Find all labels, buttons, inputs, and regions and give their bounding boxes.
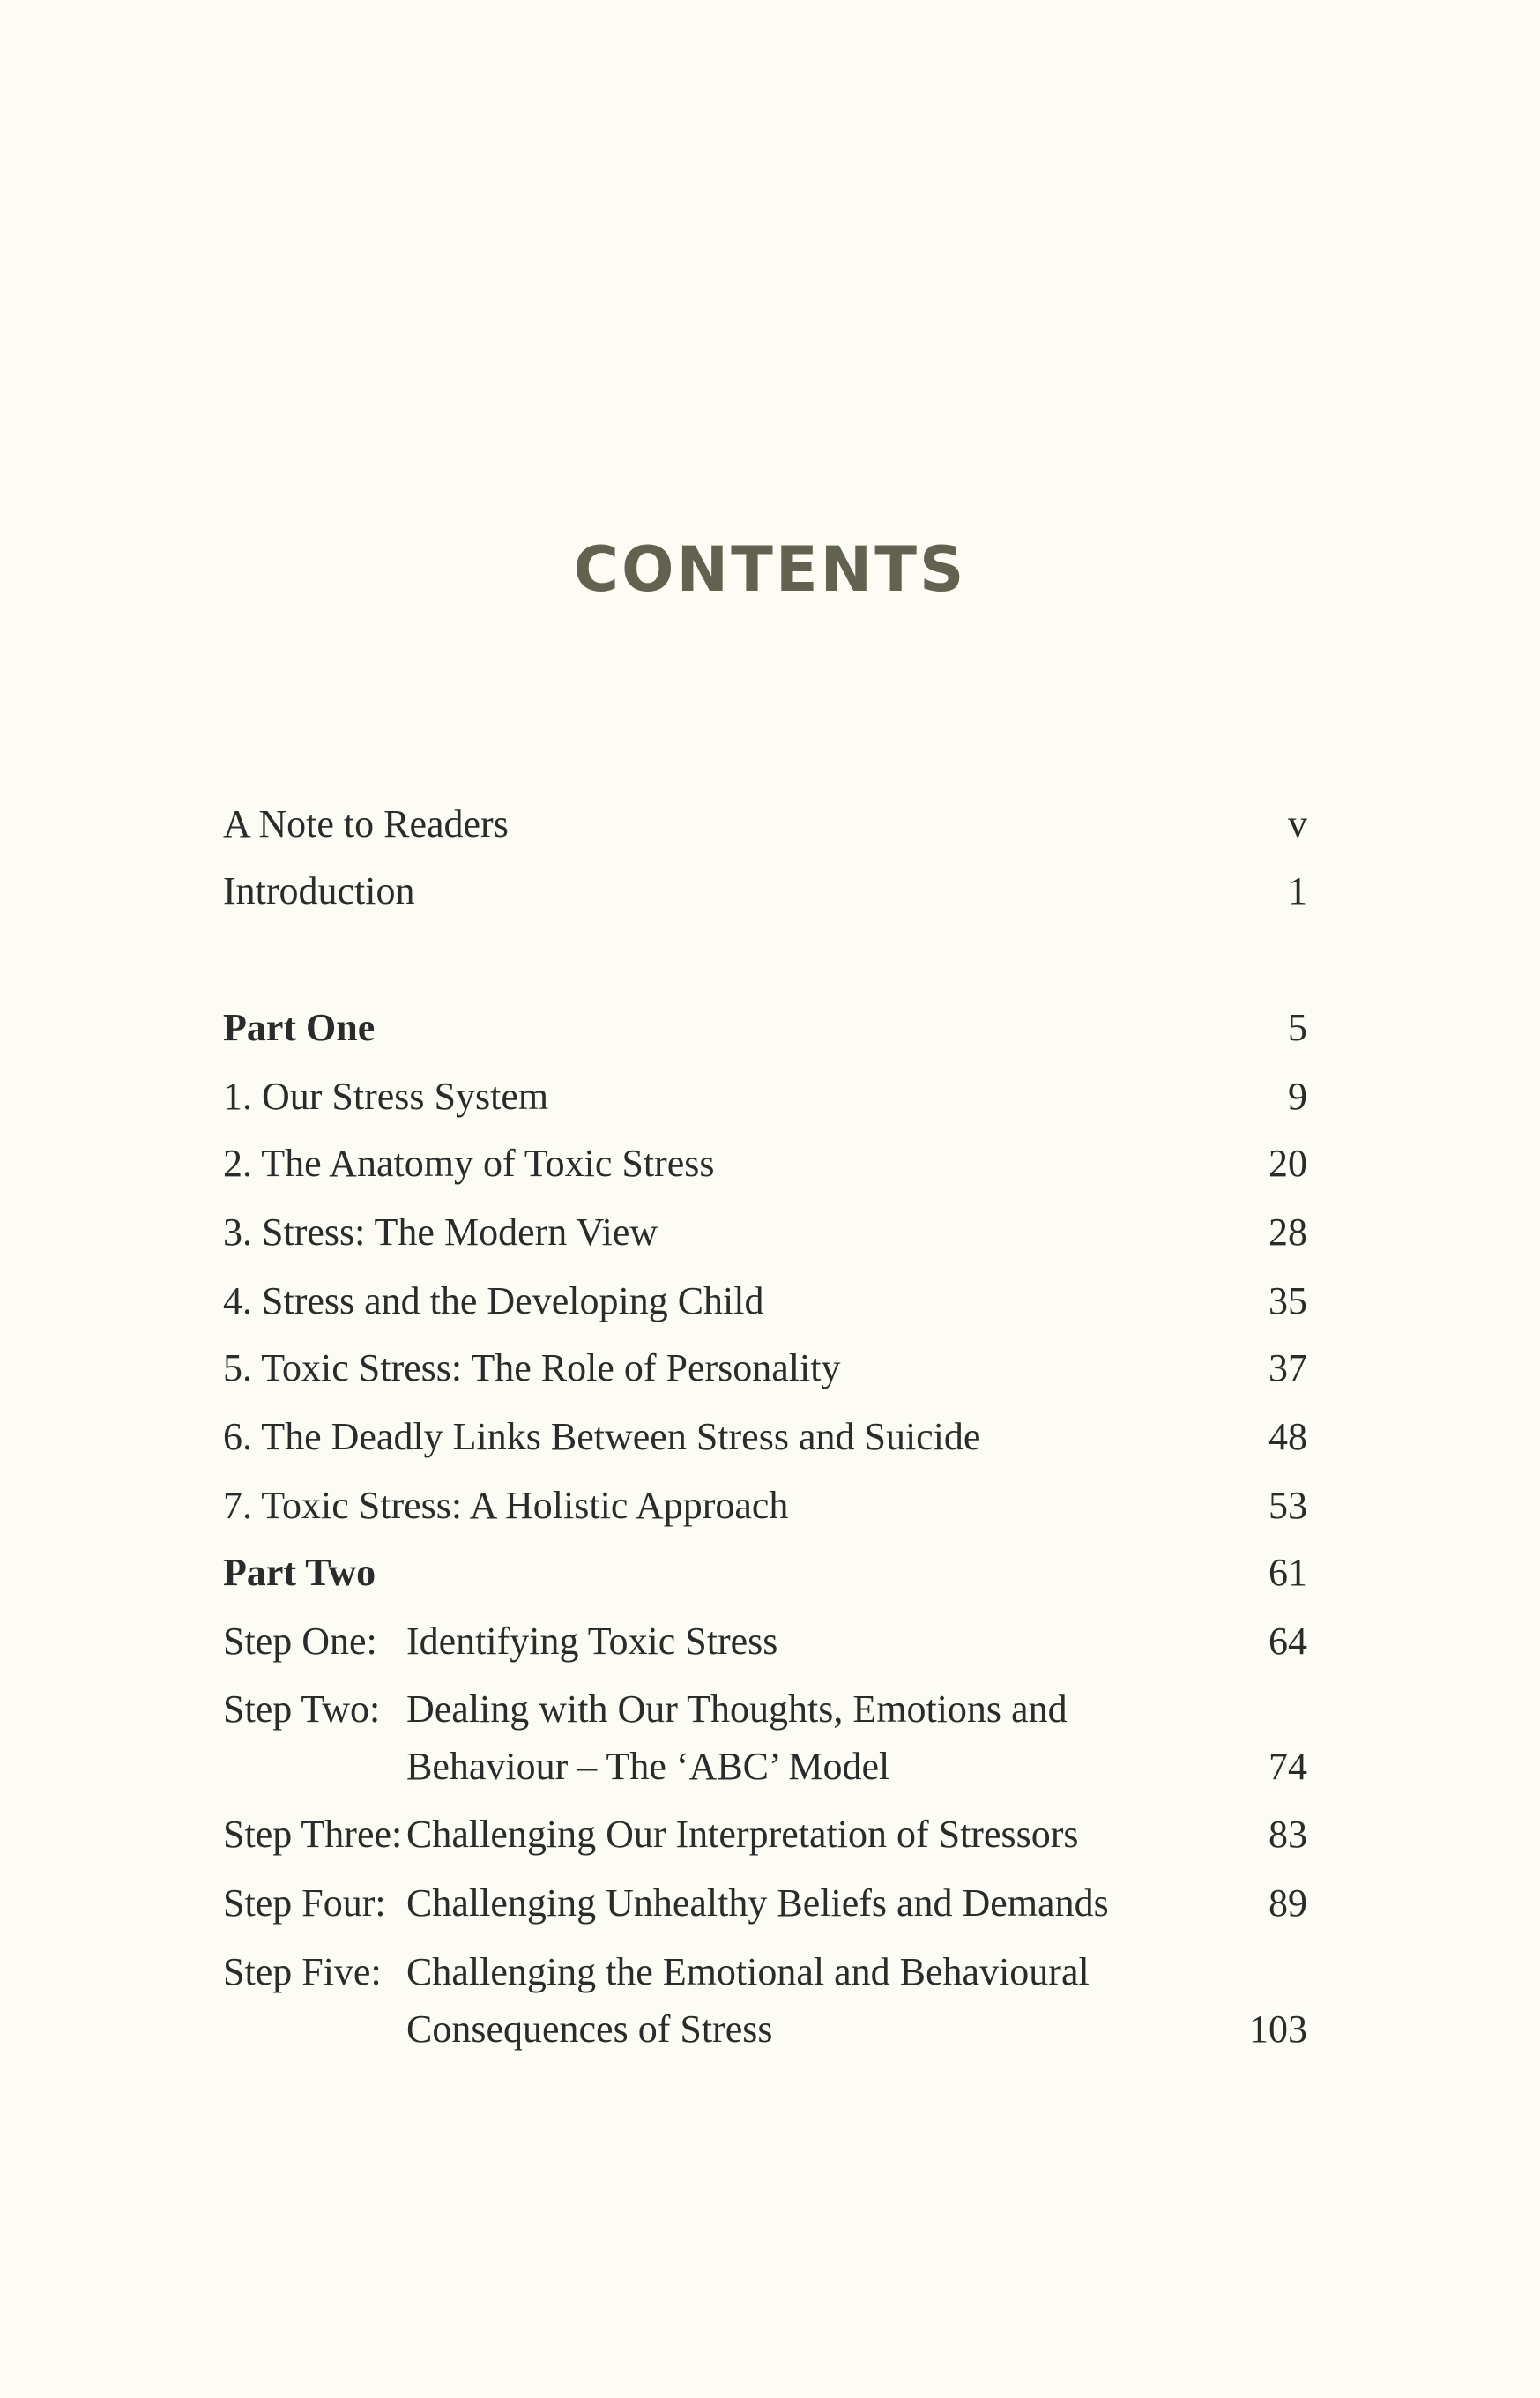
step-title-continued: Behaviour – The ‘ABC’ Model [406,1745,890,1788]
step-title-continued: Consequences of Stress [406,2007,773,2051]
step-label: Step Five: [223,1950,382,1993]
entry-label: A Note to Readers [223,802,509,845]
step-title: Challenging Our Interpretation of Stressors [406,1813,1079,1856]
step-label: Step One: [223,1620,377,1663]
step-title: Identifying Toxic Stress [406,1620,778,1663]
entry-label: 5. Toxic Stress: The Role of Personality [223,1346,841,1389]
entry-label: 1. Our Stress System [223,1075,549,1118]
step-title: Dealing with Our Thoughts, Emotions and [406,1687,1068,1731]
entry-page: 48 [1268,1415,1307,1458]
entry-page: 35 [1268,1279,1307,1322]
toc-step-entry [223,1675,1307,1800]
entry-page: 37 [1268,1346,1307,1389]
entry-page: 28 [1268,1210,1307,1254]
step-label: Step Two: [223,1687,381,1731]
entry-page: 61 [1268,1551,1307,1594]
entry-label: 4. Stress and the Developing Child [223,1279,764,1322]
toc-step-entry [223,1938,1307,2063]
part-label: Part Two [223,1551,376,1594]
step-title: Challenging Unhealthy Beliefs and Demands [406,1881,1109,1925]
page-title: CONTENTS [573,533,967,606]
entry-page: 74 [1268,1745,1307,1788]
entry-label: Introduction [223,869,415,912]
part-label: Part One [223,1006,376,1049]
entry-page: 89 [1268,1881,1307,1925]
entry-label: 2. The Anatomy of Toxic Stress [223,1142,715,1185]
step-label: Step Four: [223,1881,386,1925]
entry-page: 83 [1268,1813,1307,1856]
step-label: Step Three: [223,1813,403,1856]
step-title: Challenging the Emotional and Behavioural [406,1950,1090,1993]
entry-page: 64 [1268,1620,1307,1663]
entry-page: 103 [1249,2007,1307,2051]
entry-page: 9 [1288,1075,1307,1118]
entry-label: 7. Toxic Stress: A Holistic Approach [223,1484,789,1527]
entry-label: 3. Stress: The Modern View [223,1210,658,1254]
entry-label: 6. The Deadly Links Between Stress and Suicide [223,1415,981,1458]
entry-page: v [1288,802,1307,845]
entry-page: 1 [1288,869,1307,912]
entry-page: 20 [1268,1142,1307,1185]
entry-page: 53 [1268,1484,1307,1527]
entry-page: 5 [1288,1006,1307,1049]
